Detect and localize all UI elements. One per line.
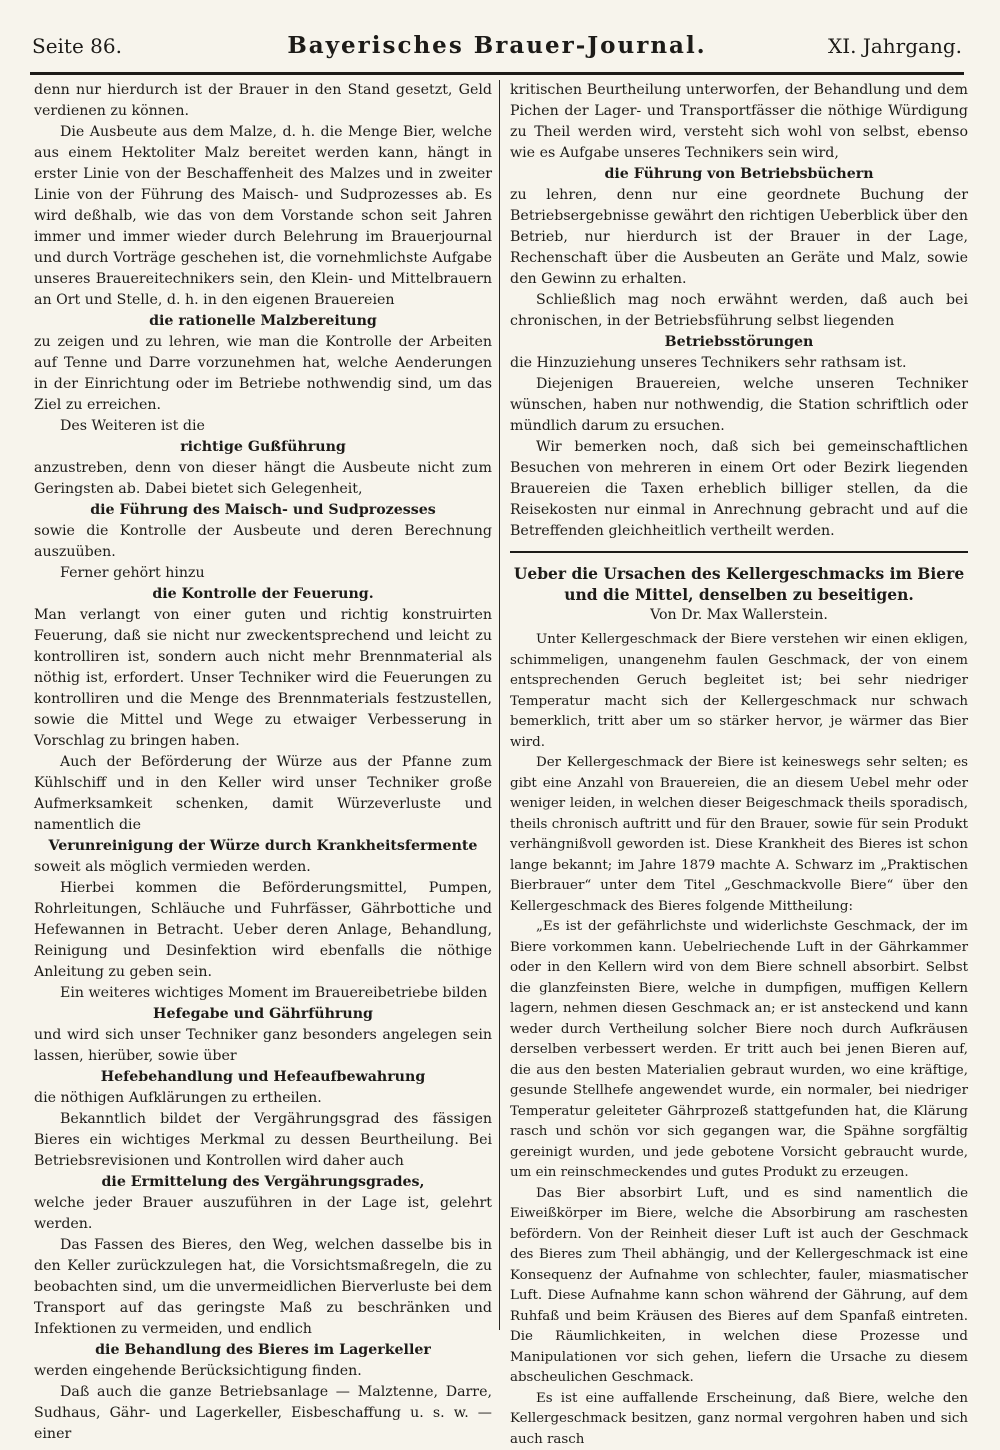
paragraph: Ein weiteres wichtiges Moment im Brauereibetriebe bilden — [34, 983, 492, 1004]
paragraph: Diejenigen Brauereien, welche unseren Techniker wünschen, haben nur nothwendig, die Station schriftlich oder mündlich darum zu ersuchen. — [510, 374, 968, 437]
section-heading: die rationelle Malzbereitung — [34, 311, 492, 332]
paragraph: Man verlangt von einer guten und richtig konstruirten Feuerung, daß sie nicht nur zweckentsprechend und leicht zu kontrolliren ist, sondern auch nicht mehr Brennmaterial als nöthig ist, erfordert. Unser Techniker wird die Feuerungen zu kontrolliren und die Menge des Brennmaterials festzustellen, sowie die Mittel und Wege zu etwaiger Verbesserung in Vorschlag zu bringen haben. — [34, 605, 492, 752]
right-column — [510, 80, 968, 1450]
paragraph: die nöthigen Aufklärungen zu ertheilen. — [34, 1088, 492, 1109]
section-heading: Hefebehandlung und Hefeaufbewahrung — [34, 1067, 492, 1088]
section-heading: die Führung des Maisch- und Sudprozesses — [34, 500, 492, 521]
paragraph: die Hinzuziehung unseres Technikers sehr rathsam ist. — [510, 353, 968, 374]
section-heading: die Behandlung des Bieres im Lagerkeller — [34, 1340, 492, 1361]
paragraph: Das Bier absorbirt Luft, und es sind namentlich die Eiweißkörper im Biere, welche die Absorbirung am raschesten befördern. Von der Reinheit dieser Luft ist auch der Geschmack des Bieres zum Theil abhängig, und der Kellergeschmack ist eine Konsequenz der Aufnahme von schlechter, fauler, miasmatischer Luft. Diese Aufnahme kann schon während der Gährung, auf dem Ruhfaß und beim Kräusen des Bieres auf dem Spanfaß eintreten. Die Räumlichkeiten, in welchen diese Prozesse und Manipulationen vor sich gehen, liefern die Ursache zu diesem abscheulichen Geschmack. — [510, 1184, 968, 1389]
section-heading: die Führung von Betriebsbüchern — [510, 164, 968, 185]
paragraph: Unter Kellergeschmack der Biere verstehen wir einen ekligen, schimmeligen, unangenehm faulen Geschmack, der von einem entsprechenden Geruch begleitet ist; bei sehr niedriger Temperatur macht sich der Kellergeschmack nur schwach bemerklich, tritt aber um so stärker hervor, je wärmer das Bier wird. — [510, 630, 968, 753]
section-heading: die Kontrolle der Feuerung. — [34, 584, 492, 605]
article-separator — [510, 551, 968, 553]
section-heading: Verunreinigung der Würze durch Krankheitsfermente — [34, 836, 492, 857]
paragraph: Wir bemerken noch, daß sich bei gemeinschaftlichen Besuchen von mehreren in einem Ort oder Bezirk liegenden Brauereien die Taxen erheblich billiger stellen, da die Reisekosten nur einmal in Anrechnung gebracht und auf die Betreffenden gleichheitlich vertheilt werden. — [510, 437, 968, 542]
left-column — [34, 80, 492, 1445]
paragraph: Das Fassen des Bieres, den Weg, welchen dasselbe bis in den Keller zurückzulegen hat, die Vorsichtsmaßregeln, die zu beobachten sind, um die unvermeidlichen Bierverluste bei dem Transport auf das geringste Maß zu beschränken und Infektionen zu vermeiden, und endlich — [34, 1235, 492, 1340]
paragraph: Hierbei kommen die Beförderungsmittel, Pumpen, Rohrleitungen, Schläuche und Fuhrfässer, Gährbottiche und Hefewannen in Betracht. Ueber deren Anlage, Behandlung, Reinigung und Desinfektion wird ebenfalls die nöthige Anleitung zu geben sein. — [34, 878, 492, 983]
paragraph: Es ist eine auffallende Erscheinung, daß Biere, welche den Kellergeschmack besitzen, ganz normal vergohren haben und sich auch rasch — [510, 1389, 968, 1450]
paragraph: Bekanntlich bildet der Vergährungsgrad des fässigen Bieres ein wichtiges Merkmal zu dessen Beurtheilung. Bei Betriebsrevisionen und Kontrollen wird daher auch — [34, 1109, 492, 1172]
header-rule — [30, 72, 964, 75]
journal-title: Bayerisches Brauer-Journal. — [32, 32, 962, 59]
section-heading: Betriebsstörungen — [510, 332, 968, 353]
paragraph: anzustreben, denn von dieser hängt die Ausbeute nicht zum Geringsten ab. Dabei bietet sich Gelegenheit, — [34, 458, 492, 500]
article-author: Von Dr. Max Wallerstein. — [510, 605, 968, 626]
column-divider — [499, 80, 500, 1330]
paragraph: sowie die Kontrolle der Ausbeute und deren Berechnung auszuüben. — [34, 521, 492, 563]
paragraph: welche jeder Brauer auszuführen in der Lage ist, gelehrt werden. — [34, 1193, 492, 1235]
paragraph: kritischen Beurtheilung unterworfen, der Behandlung und dem Pichen der Lager- und Transportfässer die nöthige Würdigung zu Theil werden wird, versteht sich wohl von selbst, ebenso wie es Aufgabe unseres Technikers sein wird, — [510, 80, 968, 164]
section-heading: Hefegabe und Gährführung — [34, 1004, 492, 1025]
paragraph: Ferner gehört hinzu — [34, 563, 492, 584]
paragraph: und wird sich unser Techniker ganz besonders angelegen sein lassen, hierüber, sowie über — [34, 1025, 492, 1067]
paragraph: denn nur hierdurch ist der Brauer in den Stand gesetzt, Geld verdienen zu können. — [34, 80, 492, 122]
paragraph: werden eingehende Berücksichtigung finden. — [34, 1361, 492, 1382]
paragraph: soweit als möglich vermieden werden. — [34, 857, 492, 878]
page-header — [32, 30, 962, 70]
paragraph: Der Kellergeschmack der Biere ist keineswegs sehr selten; es gibt eine Anzahl von Brauereien, die an diesem Uebel mehr oder weniger leiden, in welchen dieser Beigeschmack theils sporadisch, theils chronisch auftritt und für den Brauer, sowie für sein Produkt verhängnißvoll geworden ist. Diese Krankheit des Bieres ist schon lange bekannt; im Jahre 1879 machte A. Schwarz im „Praktischen Bierbrauer“ unter dem Titel „Geschmackvolle Biere“ über den Kellergeschmack des Bieres folgende Mittheilung: — [510, 753, 968, 917]
paragraph: Daß auch die ganze Betriebsanlage — Malztenne, Darre, Sudhaus, Gähr- und Lagerkeller, Eisbeschaffung u. s. w. — einer — [34, 1382, 492, 1445]
page-number: Seite 86. — [32, 34, 122, 58]
paragraph: zu lehren, denn nur eine geordnete Buchung der Betriebsergebnisse gewährt den richtigen Ueberblick über den Betrieb, nur hierdurch ist der Brauer in der Lage, Rechenschaft über die Ausbeuten an Geräte und Malz, sowie den Gewinn zu erhalten. — [510, 185, 968, 290]
volume-label: XI. Jahrgang. — [828, 34, 962, 58]
section-heading: die Ermittelung des Vergährungsgrades, — [34, 1172, 492, 1193]
paragraph: zu zeigen und zu lehren, wie man die Kontrolle der Arbeiten auf Tenne und Darre vorzunehmen hat, welche Aenderungen in der Einrichtung oder im Betriebe nothwendig sind, um das Ziel zu erreichen. — [34, 332, 492, 416]
paragraph: „Es ist der gefährlichste und widerlichste Geschmack, der im Biere vorkommen kann. Uebelriechende Luft in der Gährkammer oder in den Kellern wird von dem Biere schnell absorbirt. Selbst die glanzfeinsten Biere, welche in dumpfigen, muffigen Kellern lagern, nehmen diesen Geschmack an; er ist ansteckend und kann weder durch Vertheilung solcher Biere noch durch Aufkräusen derselben verbessert werden. Er tritt auch bei jenen Bieren auf, die aus den besten Materialien gebraut wurden, wo eine kräftige, gesunde Stellhefe angewendet wurde, ein normaler, bei niedriger Temperatur geleiteter Gährprozeß stattgefunden hat, die Klärung rasch und schön vor sich gegangen war, die Spähne sorgfältig gereinigt wurden, und jede gebotene Vorsicht gebraucht wurde, um ein reinschmeckendes und gutes Produkt zu erzeugen. — [510, 917, 968, 1184]
article-title: Ueber die Ursachen des Kellergeschmacks im Biere und die Mittel, denselben zu beseitigen. — [510, 563, 968, 605]
paragraph: Schließlich mag noch erwähnt werden, daß auch bei chronischen, in der Betriebsführung selbst liegenden — [510, 290, 968, 332]
paragraph: Die Ausbeute aus dem Malze, d. h. die Menge Bier, welche aus einem Hektoliter Malz bereitet werden kann, hängt in erster Linie von der Beschaffenheit des Malzes und in zweiter Linie von der Führung des Maisch- und Sudprozesses ab. Es wird deßhalb, wie das von dem Vorstande schon seit Jahren immer und immer wieder durch Belehrung im Brauerjournal und durch Vorträge geschehen ist, die vornehmlichste Aufgabe unseres Brauereitechnikers sein, den Klein- und Mittelbrauern an Ort und Stelle, d. h. in den eigenen Brauereien — [34, 122, 492, 311]
section-heading: richtige Gußführung — [34, 437, 492, 458]
paragraph: Des Weiteren ist die — [34, 416, 492, 437]
paragraph: Auch der Beförderung der Würze aus der Pfanne zum Kühlschiff und in den Keller wird unser Techniker große Aufmerksamkeit schenken, damit Würzeverluste und namentlich die — [34, 752, 492, 836]
